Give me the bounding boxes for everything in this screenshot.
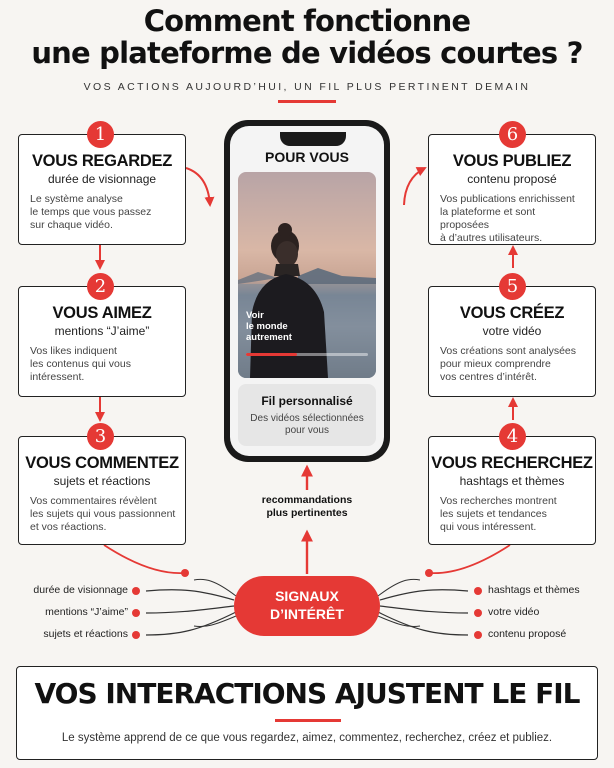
feed-description: Des vidéos sélectionnées pour vous: [250, 413, 364, 436]
step-title: VOUS PUBLIEZ: [452, 152, 572, 170]
dot-right-2: [474, 609, 482, 617]
step-description: Le système analyse le temps que vous passez sur chaque vidéo.: [30, 193, 152, 231]
step-subtitle: durée de visionnage: [47, 172, 157, 186]
video-caption: Voir le monde autrement: [246, 310, 292, 343]
main-title-line2: une plateforme de vidéos courtes ?: [31, 36, 583, 70]
dot-right-1: [474, 587, 482, 595]
main-title-line1: Comment fonctionne: [143, 4, 471, 38]
woman-silhouette-image: [238, 172, 376, 378]
step-description: Vos créations sont analysées pour mieux comprendre vos centres d’intérêt.: [440, 345, 576, 383]
footer-title: VOS INTERACTIONS AJUSTENT LE FIL: [34, 677, 580, 710]
signal-label: votre vidéo: [488, 606, 540, 618]
signal-labels-left: [0, 0, 128, 768]
line-4-to-signal: [430, 545, 510, 573]
interest-signals-node: SIGNAUX D’INTÉRÊT: [234, 576, 380, 636]
step-description: Vos recherches montrent les sujets et tendances qui vous intéressent.: [440, 495, 557, 533]
step-description: Vos likes indiquent les contenus qui vous intéressent.: [30, 345, 131, 383]
step-subtitle: votre vidéo: [482, 324, 542, 338]
step-title: VOUS AIMEZ: [52, 304, 152, 322]
step-number-badge: 6: [499, 121, 526, 148]
step-number-badge: 5: [499, 273, 526, 300]
step-card-publish: [428, 134, 596, 245]
feed-title: Fil personnalisé: [261, 394, 353, 408]
step-subtitle: sujets et réactions: [53, 474, 151, 488]
dot-left-1: [132, 587, 140, 595]
footer-banner: [16, 666, 598, 760]
recommendations-label: recommandations plus pertinentes: [261, 494, 353, 519]
signal-label: hashtags et thèmes: [488, 584, 580, 596]
dot-3: [181, 569, 189, 577]
arrow-1-to-phone: [186, 168, 210, 205]
step-number-badge: 1: [87, 121, 114, 148]
phone-mockup: [224, 120, 390, 462]
step-title: VOUS COMMENTEZ: [25, 454, 179, 472]
signal-label: contenu proposé: [488, 628, 567, 640]
signal-label: durée de visionnage: [33, 584, 128, 596]
main-subtitle: VOS ACTIONS AUJOURD’HUI, UN FIL PLUS PERTINENT DEMAIN: [83, 81, 531, 93]
footer-description: Le système apprend de ce que vous regardez, aimez, commentez, recherchez, créez et publiez.: [61, 732, 553, 744]
dot-left-3: [132, 631, 140, 639]
step-title: VOUS CRÉEZ: [459, 304, 565, 322]
dot-right-3: [474, 631, 482, 639]
signal-label: mentions “J’aime”: [45, 606, 128, 618]
step-description: Vos publications enrichissent la plateforme et sont proposées à d’autres utilisateurs.: [440, 193, 575, 244]
dot-4: [425, 569, 433, 577]
step-title: VOUS RECHERCHEZ: [431, 454, 593, 472]
step-number-badge: 2: [87, 273, 114, 300]
phone-screen: [230, 126, 384, 456]
video-thumbnail[interactable]: [238, 172, 376, 378]
step-subtitle: mentions “J’aime”: [54, 324, 150, 338]
footer-underline: [275, 719, 341, 722]
video-progress-track: [246, 353, 368, 356]
phone-notch: [280, 132, 346, 146]
personalized-feed-box: [238, 384, 376, 446]
signal-label: sujets et réactions: [43, 628, 128, 640]
arrow-phone-to-6: [404, 168, 425, 205]
step-number-badge: 4: [499, 423, 526, 450]
step-number-badge: 3: [87, 423, 114, 450]
step-card-search: [428, 436, 596, 545]
feed-header: POUR VOUS: [264, 149, 349, 165]
video-progress-fill: [246, 353, 297, 356]
step-subtitle: contenu proposé: [467, 172, 557, 186]
step-title: VOUS REGARDEZ: [31, 152, 173, 170]
step-card-create: [428, 286, 596, 397]
step-description: Vos commentaires révèlent les sujets qui vous passionnent et vos réactions.: [30, 495, 176, 533]
dot-left-2: [132, 609, 140, 617]
step-subtitle: hashtags et thèmes: [459, 474, 565, 488]
